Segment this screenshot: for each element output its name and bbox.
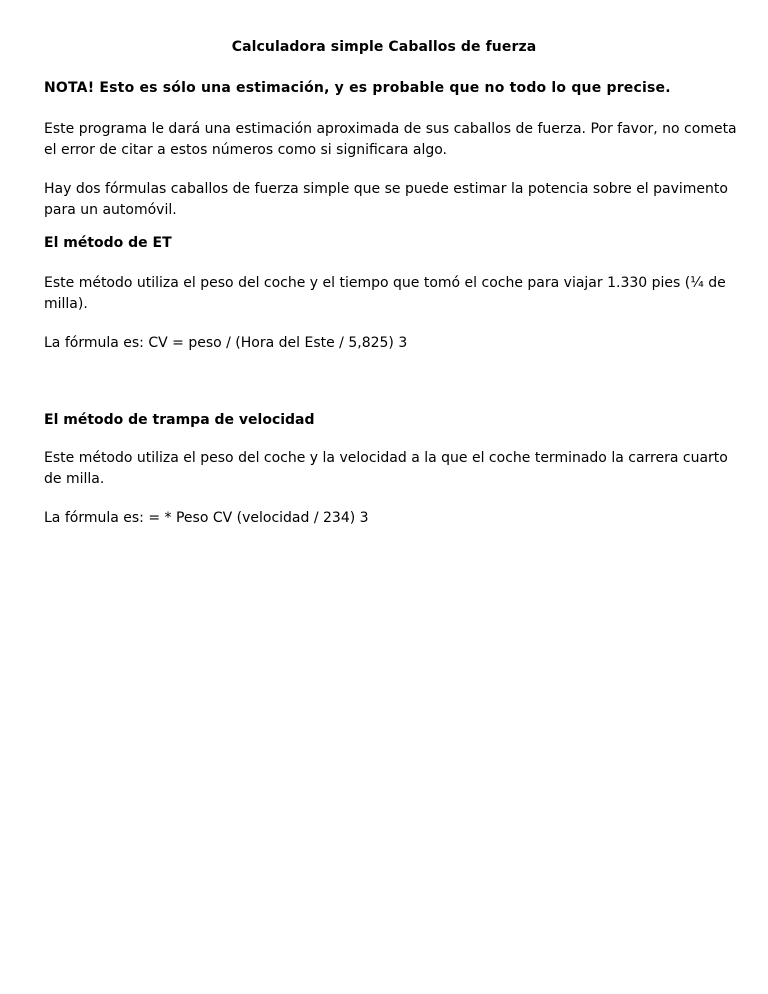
- intro-paragraph-line-2: el error de citar a estos números como si significara algo.: [44, 142, 447, 158]
- et-method-formula: La fórmula es: CV = peso / (Hora del Este / 5,825) 3: [44, 335, 408, 351]
- et-method-description-line-2: milla).: [44, 296, 88, 312]
- warning-note: NOTA! Esto es sólo una estimación, y es probable que no todo lo que precise.: [44, 80, 671, 96]
- formulas-intro-line-2: para un automóvil.: [44, 202, 177, 218]
- intro-paragraph-line-1: Este programa le dará una estimación aproximada de sus caballos de fuerza. Por favor, no cometa: [44, 121, 737, 137]
- document-title: Calculadora simple Caballos de fuerza: [231, 39, 537, 55]
- formulas-intro-line-1: Hay dos fórmulas caballos de fuerza simple que se puede estimar la potencia sobre el pavimento: [44, 181, 728, 197]
- trap-method-description-line-1: Este método utiliza el peso del coche y la velocidad a la que el coche terminado la carrera cuarto: [44, 450, 728, 466]
- et-method-heading: El método de ET: [44, 235, 172, 251]
- trap-method-formula: La fórmula es: = * Peso CV (velocidad / 234) 3: [44, 510, 369, 526]
- et-method-description-line-1: Este método utiliza el peso del coche y el tiempo que tomó el coche para viajar 1.330 pies (¼ de: [44, 275, 726, 291]
- trap-method-description-line-2: de milla.: [44, 471, 105, 487]
- trap-method-heading: El método de trampa de velocidad: [44, 412, 315, 428]
